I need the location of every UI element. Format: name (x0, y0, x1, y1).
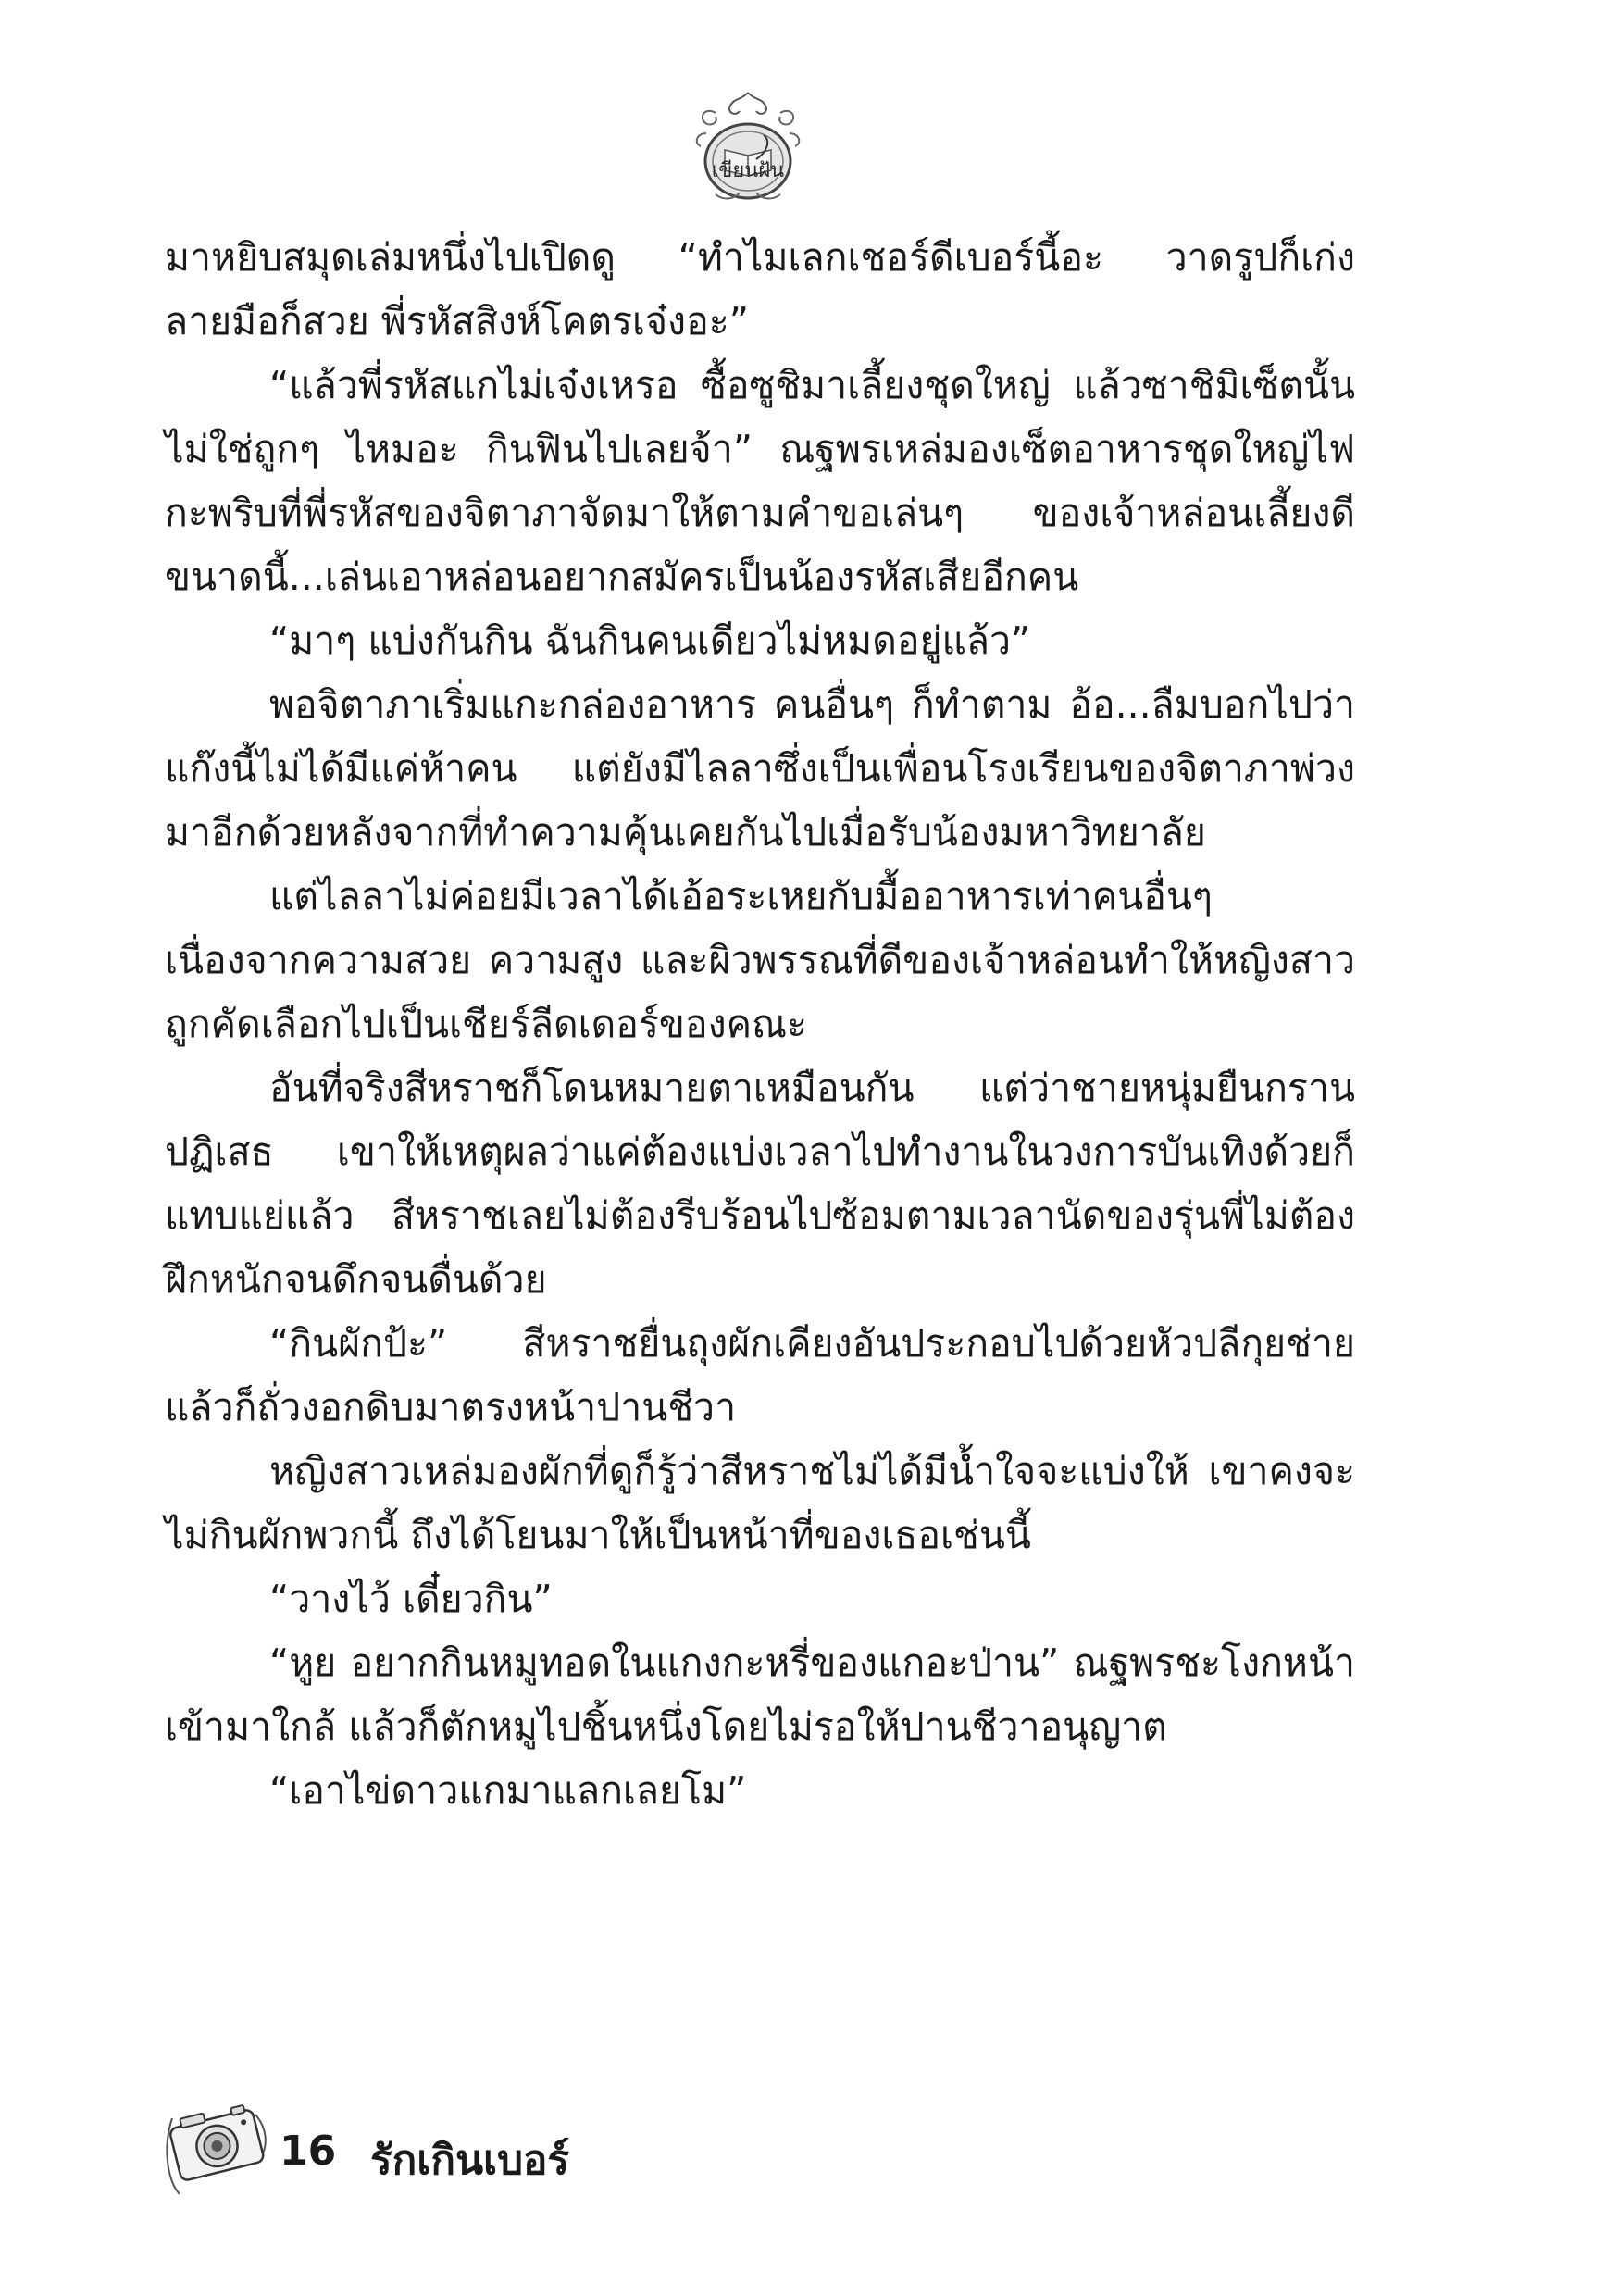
camera-icon (159, 2090, 272, 2200)
paragraph: “แล้วพี่รหัสแกไม่เจ๋งเหรอ ซื้อซูชิมาเลี้ยงชุดใหญ่ แล้วซาชิมิเซ็ตนั้นไม่ใช่ถูกๆ ไหมอะ กินฟินไปเลยจ้า” ณฐพรเหล่มองเซ็ตอาหารชุดใหญ่ไฟกะพริบที่พี่รหัสของจิตาภาจัดมาให้ตามคำขอเล่นๆ ของเจ้าหล่อนเลี้ยงดีขนาดนี้...เล่นเอาหล่อนอยากสมัครเป็นน้องรหัสเสียอีกคน (165, 363, 1355, 599)
paragraph: มาหยิบสมุดเล่มหนึ่งไปเปิดดู “ทำไมเลกเชอร์ดีเบอร์นี้อะ วาดรูปก็เก่ง ลายมือก็สวย พี่รหัสสิงห์โคตรเจ๋งอะ” (165, 235, 1355, 343)
paragraph: อันที่จริงสีหราชก็โดนหมายตาเหมือนกัน แต่ว่าชายหนุ่มยืนกรานปฏิเสธ เขาให้เหตุผลว่าแค่ต้องแบ่งเวลาไปทำงานในวงการบันเทิงด้วยก็แทบแย่แล้ว สีหราชเลยไม่ต้องรีบร้อนไปซ้อมตามเวลานัดของรุ่นพี่ไม่ต้องฝึกหนักจนดึกจนดื่นด้วย (165, 1066, 1355, 1302)
book-title: รักเกินเบอร์ (370, 2137, 570, 2184)
body-text (165, 226, 1355, 1823)
page-number: 16 (280, 2128, 337, 2175)
paragraph: หญิงสาวเหล่มองผักที่ดูก็รู้ว่าสีหราชไม่ได้มีน้ำใจจะแบ่งให้ เขาคงจะไม่กินผักพวกนี้ ถึงได้โยนมาให้เป็นหน้าที่ของเธอเช่นนี้ (165, 1449, 1355, 1557)
paragraph: “เอาไข่ดาวแกมาแลกเลยโม” (269, 1768, 747, 1813)
paragraph: แต่ไลลาไม่ค่อยมีเวลาได้เอ้อระเหยกับมื้ออาหารเท่าคนอื่นๆ เนื่องจากความสวย ความสูง และผิวพรรณที่ดีของเจ้าหล่อนทำให้หญิงสาวถูกคัดเลือกไปเป็นเชียร์ลีดเดอร์ของคณะ (165, 874, 1355, 1046)
page-footer (159, 2090, 807, 2202)
ornament-icon (678, 85, 817, 207)
paragraph: “กินผักป้ะ” สีหราชยื่นถุงผักเคียงอันประกอบไปด้วยหัวปลีกุยช่าย แล้วก็ถั่วงอกดิบมาตรงหน้าปานชีวา (165, 1321, 1355, 1429)
paragraph: “หูย อยากกินหมูทอดในแกงกะหรี่ของแกอะป่าน” ณฐพรชะโงกหน้าเข้ามาใกล้ แล้วก็ตักหมูไปชิ้นหนึ่งโดยไม่รอให้ปานชีวาอนุญาต (165, 1641, 1355, 1749)
publisher-logo (678, 85, 817, 207)
paragraph: “มาๆ แบ่งกันกิน ฉันกินคนเดียวไม่หมดอยู่แล้ว” (269, 618, 1031, 663)
logo-text: เขียนฝัน (711, 159, 785, 182)
paragraph: พอจิตาภาเริ่มแกะกล่องอาหาร คนอื่นๆ ก็ทำตาม อ้อ...ลืมบอกไปว่าแก๊งนี้ไม่ได้มีแค่ห้าคน แต่ยังมีไลลาซึ่งเป็นเพื่อนโรงเรียนของจิตาภาพ่วงมาอีกด้วยหลังจากที่ทำความคุ้นเคยกันไปเมื่อรับน้องมหาวิทยาลัย (165, 682, 1355, 855)
paragraph: “วางไว้ เดี๋ยวกิน” (269, 1577, 553, 1621)
